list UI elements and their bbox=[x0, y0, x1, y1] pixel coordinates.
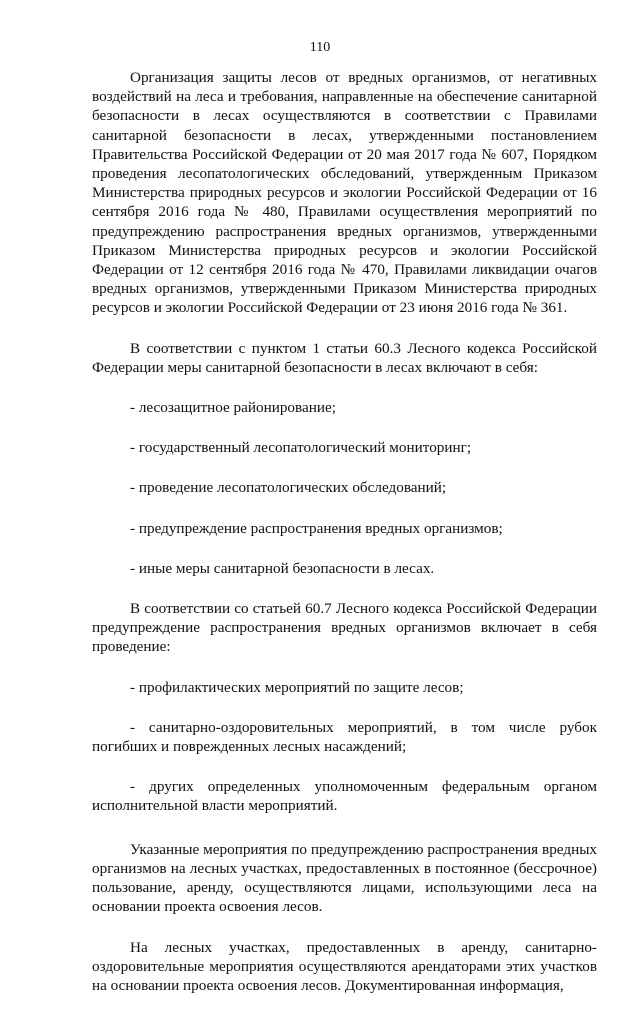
paragraph-forest-protection-rules: Организация защиты лесов от вредных организмов, от негативных воздействий на леса и требования, направленные на обеспечение санитарной безопасности в лесах осуществляются в соответствии с Правилами санитарной безопасности в лесах, утвержденными постановлением Правительства Российской Федерации от 20 мая 2017 года № 607, Порядком проведения лесопатологических обследований, утвержденным Приказом Министерства природных ресурсов и экологии Российской Федерации от 16 сентября 2016 года № 480, Правилами осуществления мероприятий по предупреждению распространения вредных организмов, утвержденными Приказом Министерства природных ресурсов и экологии Российской Федерации от 12 сентября 2016 года № 470, Правилами ликвидации очагов вредных организмов, утвержденными Приказом Министерства природных ресурсов и экологии Российской Федерации от 23 июня 2016 года № 361. bbox=[92, 69, 597, 317]
paragraph-measures-implementation: Указанные мероприятия по предупреждению распространения вредных организмов на лесных участках, предоставленных в постоянное (бессрочное) пользование, аренду, осуществляются лицами, использующими леса на основании проекта освоения лесов. bbox=[92, 840, 597, 916]
list-item: - государственный лесопатологический мониторинг; bbox=[130, 439, 472, 457]
paragraph-prevention-intro: В соответствии со статьей 60.7 Лесного кодекса Российской Федерации предупреждение распространения вредных организмов включает в себя проведение: bbox=[92, 600, 597, 656]
list-item: - санитарно-оздоровительных мероприятий, в том числе рубок погибших и поврежденных лесных насаждений; bbox=[92, 718, 597, 756]
list-item: - других определенных уполномоченным федеральным органом исполнительной власти мероприятий. bbox=[92, 778, 597, 815]
list-item: - иные меры санитарной безопасности в лесах. bbox=[130, 559, 435, 577]
document-body bbox=[92, 68, 597, 1016]
paragraph-leased-plots: На лесных участках, предоставленных в аренду, санитарно-оздоровительные мероприятия осуществляются арендаторами этих участков на основании проекта освоения лесов. Документированная информация, bbox=[92, 938, 597, 994]
list-item: - лесозащитное районирование; bbox=[130, 399, 336, 417]
list-item: - проведение лесопатологических обследований; bbox=[130, 479, 447, 497]
list-item: - предупреждение распространения вредных организмов; bbox=[130, 519, 503, 537]
paragraph-sanitary-measures-intro: В соответствии с пунктом 1 статьи 60.3 Лесного кодекса Российской Федерации меры санитарной безопасности в лесах включают в себя: bbox=[92, 339, 597, 376]
page-number: 110 bbox=[309, 40, 331, 55]
list-item: - профилактических мероприятий по защите лесов; bbox=[130, 678, 464, 696]
